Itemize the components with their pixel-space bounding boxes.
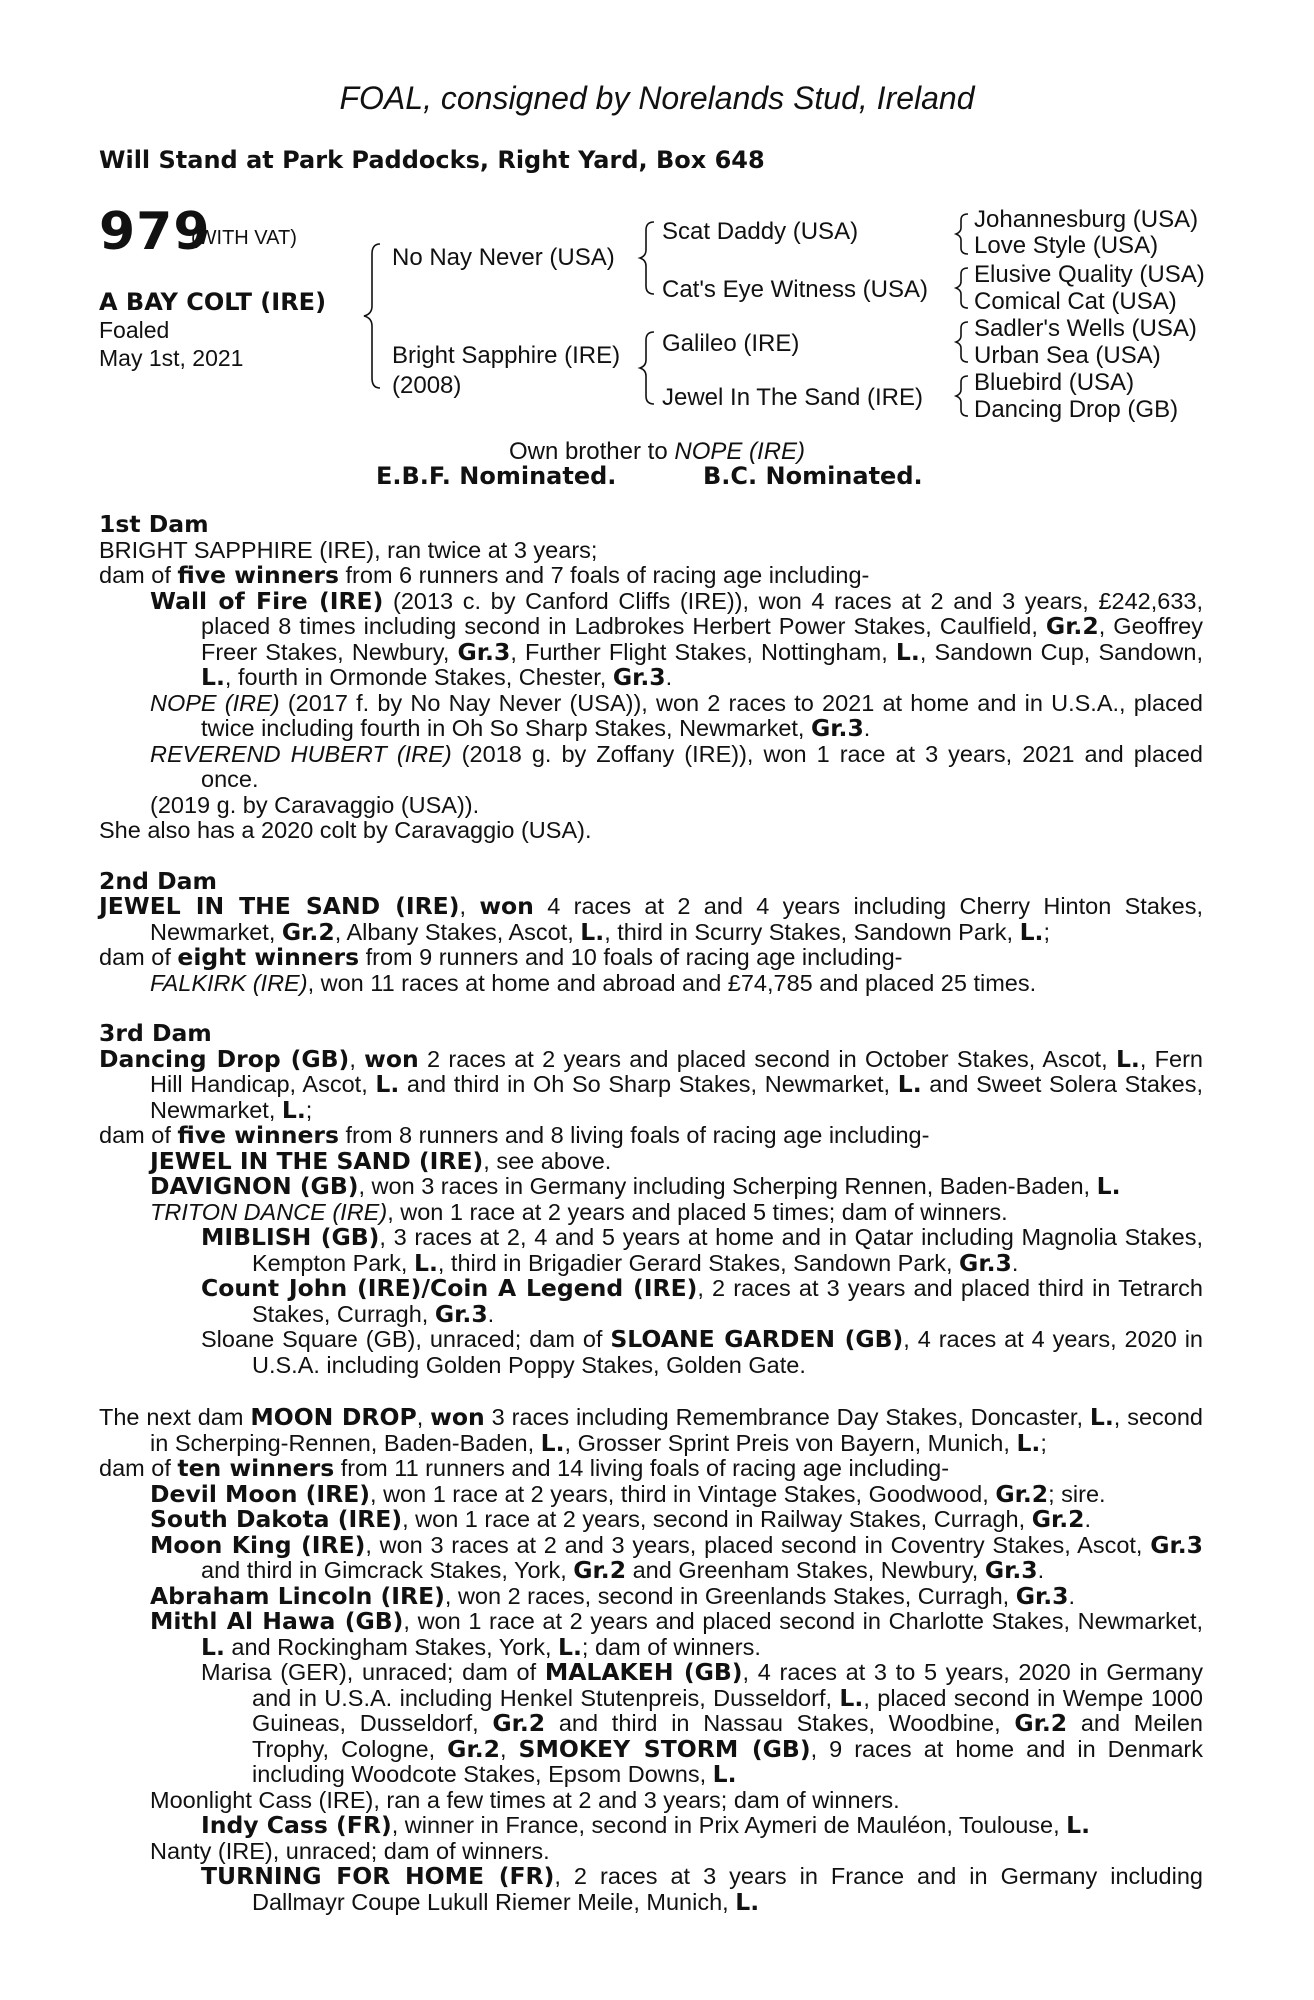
pedigree-dss: Sadler's Wells (USA)	[974, 315, 1197, 342]
first-dam-line: BRIGHT SAPPHIRE (IRE), ran twice at 3 years;	[99, 536, 598, 563]
produce-entry: Moon King (IRE), won 3 races at 2 and 3 years, placed second in Coventry Stakes, Ascot, Gr.3 and third in Gimcrack Stakes, York, Gr.2 and Greenham Stakes, Newbury, Gr.3.	[150, 1530, 1203, 1584]
produce-entry: Marisa (GER), unraced; dam of MALAKEH (GB), 4 races at 3 to 5 years, 2020 in Germany and in U.S.A. including Henkel Stutenpreis, Dusseldorf, L., placed second in Wempe 1000 Guineas, Dusseldorf, Gr.2 and third in Nassau Stakes, Woodbine, Gr.2 and Meilen Trophy, Cologne, Gr.2, SMOKEY STORM (GB), 9 races at home and in Denmark including Woodcote Stakes, Epsom Downs, L.	[201, 1658, 1203, 1788]
third-dam-produce: dam of five winners from 8 runners and 8 living foals of racing age including-	[99, 1121, 930, 1149]
produce-entry: South Dakota (IRE), won 1 race at 2 years, second in Railway Stakes, Curragh, Gr.2.	[150, 1505, 1092, 1533]
produce-entry: Indy Cass (FR), winner in France, second in Prix Aymeri de Mauléon, Toulouse, L.	[201, 1811, 1091, 1839]
foaled-label: Foaled	[99, 317, 170, 343]
pedigree-dam: Bright Sapphire (IRE)	[392, 342, 621, 369]
ebf-nominated: E.B.F. Nominated.	[376, 462, 617, 490]
produce-entry: (2019 g. by Caravaggio (USA)).	[150, 791, 480, 818]
first-dam-heading: 1st Dam	[99, 510, 209, 538]
pedigree-sire: No Nay Never (USA)	[392, 244, 615, 271]
produce-entry: Wall of Fire (IRE) (2013 c. by Canford Cliffs (IRE)), won 4 races at 2 and 3 years, £242,633, placed 8 times including second in Ladbrokes Herbert Power Stakes, Caulfield, Gr.2, Geoffrey Freer Stakes, Newbury, Gr.3, Further Flight Stakes, Nottingham, L., Sandown Cup, Sandown, L., fourth in Ormonde Stakes, Chester, Gr.3.	[150, 586, 1203, 691]
pedigree-dsd: Urban Sea (USA)	[974, 342, 1161, 369]
page-title: FOAL, consigned by Norelands Stud, Ireland	[339, 80, 975, 116]
pedigree-ssd: Love Style (USA)	[974, 232, 1159, 259]
brother-note: Own brother to NOPE (IRE)	[508, 438, 806, 465]
stand-location: Will Stand at Park Paddocks, Right Yard, Box 648	[99, 146, 765, 174]
catalogue-body	[99, 512, 1203, 1915]
pedigree-sdd: Comical Cat (USA)	[974, 288, 1177, 315]
produce-entry: TRITON DANCE (IRE), won 1 race at 2 years and placed 5 times; dam of winners.	[150, 1198, 1008, 1225]
produce-entry: TURNING FOR HOME (FR), 2 races at 3 years in France and in Germany including Dallmayr Coupe Lukull Riemer Meile, Munich, L.	[201, 1862, 1203, 1916]
produce-entry: Nanty (IRE), unraced; dam of winners.	[150, 1837, 550, 1864]
produce-entry: Mithl Al Hawa (GB), won 1 race at 2 years and placed second in Charlotte Stakes, Newmarket, L. and Rockingham Stakes, York, L.; dam of winners.	[150, 1607, 1203, 1661]
second-dam-line: JEWEL IN THE SAND (IRE), won 4 races at 2 and 4 years including Cherry Hinton Stakes, Newmarket, Gr.2, Albany Stakes, Ascot, L., third in Scurry Stakes, Sandown Park, L.;	[99, 892, 1203, 946]
pedigree-sire-sire: Scat Daddy (USA)	[662, 218, 859, 245]
second-dam-produce: dam of eight winners from 9 runners and 10 foals of racing age including-	[99, 943, 903, 971]
foaled-date: May 1st, 2021	[99, 345, 244, 371]
produce-entry: JEWEL IN THE SAND (IRE), see above.	[150, 1146, 612, 1175]
produce-entry: Abraham Lincoln (IRE), won 2 races, second in Greenlands Stakes, Curragh, Gr.3.	[150, 1581, 1076, 1610]
pedigree-sss: Johannesburg (USA)	[974, 206, 1199, 233]
produce-entry: DAVIGNON (GB), won 3 races in Germany including Scherping Rennen, Baden-Baden, L.	[150, 1172, 1121, 1200]
first-dam-also: She also has a 2020 colt by Caravaggio (USA).	[99, 817, 592, 843]
first-dam-produce: dam of five winners from 6 runners and 7 foals of racing age including-	[99, 561, 870, 589]
third-dam-heading: 3rd Dam	[99, 1019, 212, 1047]
next-dam-produce: dam of ten winners from 11 runners and 14 living foals of racing age including-	[99, 1454, 950, 1482]
second-dam-heading: 2nd Dam	[99, 866, 217, 895]
produce-entry: FALKIRK (IRE), won 11 races at home and abroad and £74,785 and placed 25 times.	[150, 969, 1037, 996]
produce-entry: Count John (IRE)/Coin A Legend (IRE), 2 races at 3 years and placed third in Tetrarch Stakes, Curragh, Gr.3.	[201, 1274, 1203, 1328]
produce-entry: REVEREND HUBERT (IRE) (2018 g. by Zoffany (IRE)), won 1 race at 3 years, 2021 and placed once.	[150, 740, 1203, 792]
produce-entry: Moonlight Cass (IRE), ran a few times at 2 and 3 years; dam of winners.	[150, 1786, 900, 1813]
produce-entry: MIBLISH (GB), 3 races at 2, 4 and 5 years at home and in Qatar including Magnolia Stakes, Kempton Park, L., third in Brigadier Gerard Stakes, Sandown Park, Gr.3.	[201, 1223, 1203, 1277]
pedigree-dam-year: (2008)	[392, 372, 462, 399]
pedigree-sds: Elusive Quality (USA)	[974, 261, 1205, 288]
bc-nominated: B.C. Nominated.	[703, 462, 923, 490]
pedigree-sire-dam: Cat's Eye Witness (USA)	[662, 276, 928, 303]
vat-note: (WITH VAT)	[191, 227, 297, 249]
produce-entry: Sloane Square (GB), unraced; dam of SLOANE GARDEN (GB), 4 races at 4 years, 2020 in U.S.A. including Golden Poppy Stakes, Golden Gate.	[201, 1325, 1203, 1378]
lot-name: A BAY COLT (IRE)	[99, 288, 327, 316]
produce-entry: NOPE (IRE) (2017 f. by No Nay Never (USA)), won 2 races to 2021 at home and in U.S.A., placed twice including fourth in Oh So Sharp Stakes, Newmarket, Gr.3.	[150, 689, 1203, 742]
pedigree-ddd: Dancing Drop (GB)	[974, 396, 1179, 423]
third-dam-line: Dancing Drop (GB), won 2 races at 2 years and placed second in October Stakes, Ascot, L., Fern Hill Handicap, Ascot, L. and third in Oh So Sharp Stakes, Newmarket, L. and Sweet Solera Stakes, Newmarket, L.;	[99, 1044, 1204, 1124]
pedigree-dds: Bluebird (USA)	[974, 369, 1135, 396]
lot-number: 979	[99, 202, 211, 262]
pedigree-dam-dam: Jewel In The Sand (IRE)	[662, 384, 924, 411]
next-dam-line: The next dam MOON DROP, won 3 races including Remembrance Day Stakes, Doncaster, L., second in Scherping-Rennen, Baden-Baden, L., Grosser Sprint Preis von Bayern, Munich, L.;	[99, 1403, 1203, 1457]
produce-entry: Devil Moon (IRE), won 1 race at 2 years, third in Vintage Stakes, Goodwood, Gr.2; sire.	[150, 1479, 1106, 1508]
pedigree-dam-sire: Galileo (IRE)	[662, 330, 800, 357]
